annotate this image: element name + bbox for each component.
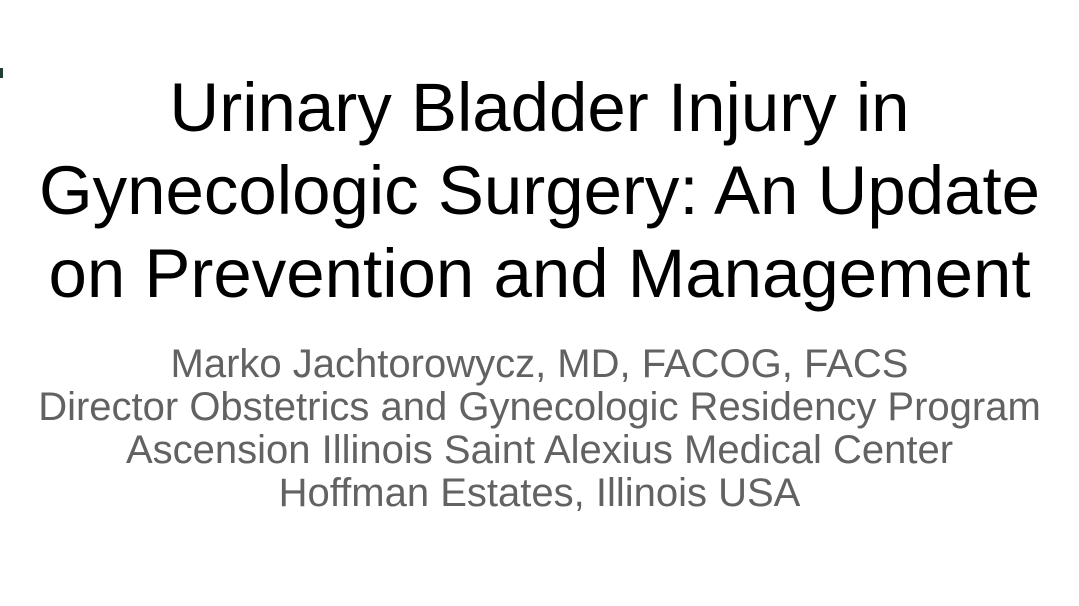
subtitle-line-role: Director Obstetrics and Gynecologic Residency Program — [38, 385, 1041, 429]
subtitle-line-location: Hoffman Estates, Illinois USA — [278, 471, 801, 515]
title-line-3: on Prevention and Management — [48, 235, 1031, 312]
title-line-1: Urinary Bladder Injury in — [169, 69, 910, 146]
subtitle-line-institution: Ascension Illinois Saint Alexius Medical Center — [125, 428, 954, 472]
title-line-2: Gynecologic Surgery: An Update — [38, 152, 1041, 229]
subtitle-line-author: Marko Jachtorowycz, MD, FACOG, FACS — [170, 342, 909, 386]
slide-subtitle — [0, 343, 1079, 515]
slide-title — [0, 66, 1079, 315]
